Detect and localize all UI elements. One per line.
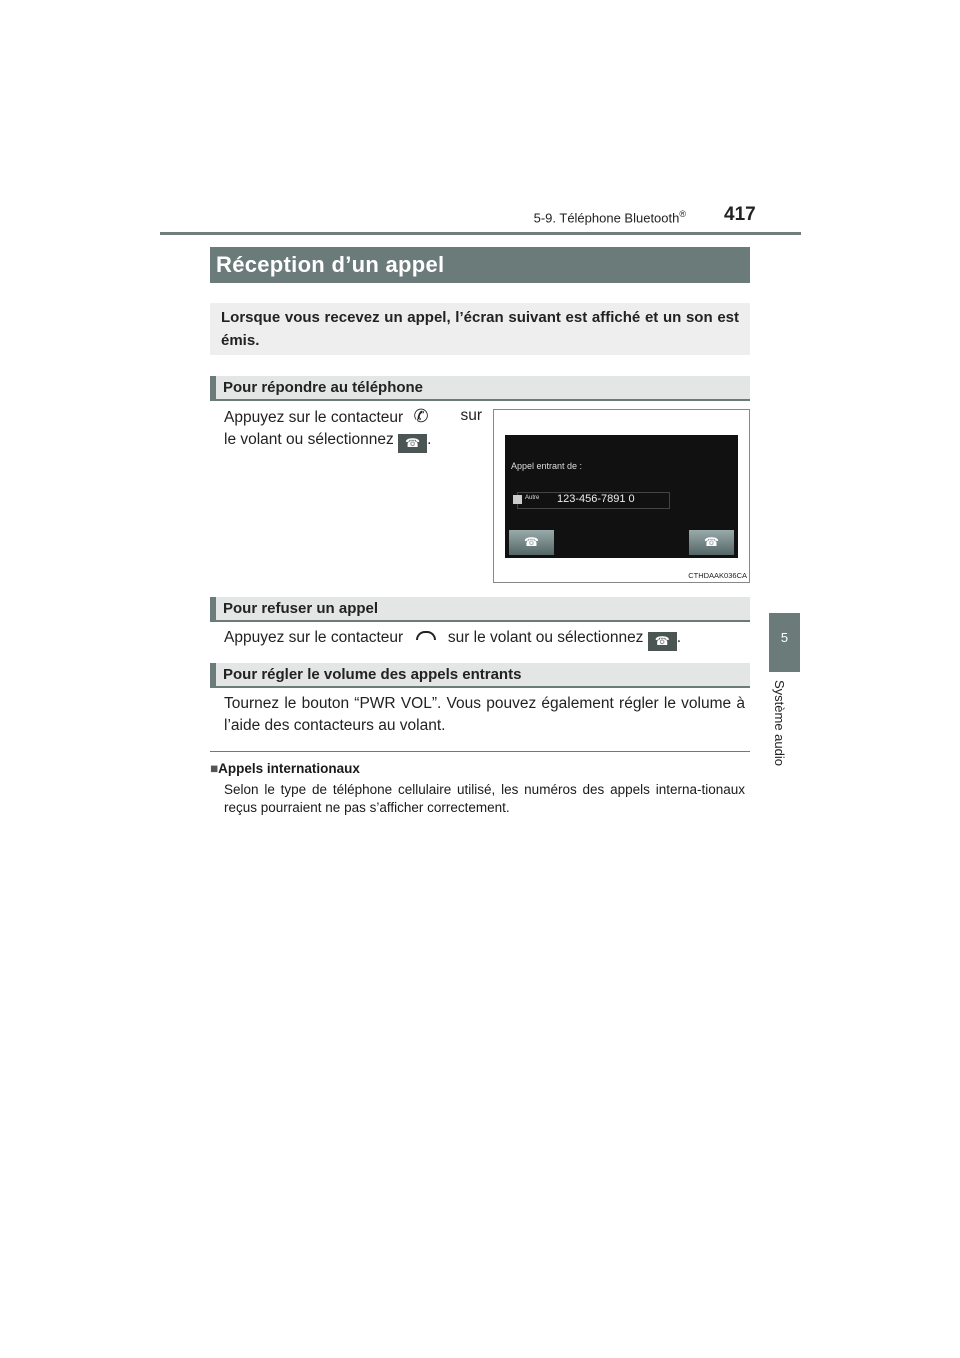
unknown-contact-icon [513, 495, 522, 504]
text: sur [460, 407, 482, 424]
page-number: 417 [724, 204, 756, 225]
note-divider [210, 751, 750, 752]
page-title: Réception d’un appel [210, 247, 750, 283]
intro-box: Lorsque vous recevez un appel, l’écran suivant est affiché et un son est émis. [210, 303, 750, 355]
square-bullet-icon: ■ [210, 761, 219, 776]
text: le volant ou sélectionnez [224, 431, 394, 448]
text: Appuyez sur le contacteur [224, 409, 404, 426]
contact-type: Autre [525, 495, 540, 501]
steering-hangup-icon [416, 631, 436, 640]
section-header [534, 209, 686, 225]
steering-phone-icon: ✆ [413, 406, 429, 426]
note-text: Selon le type de téléphone cellulaire utilisé, les numéros des appels interna-tionaux reçus pourraient ne pas s’afficher correctement. [224, 782, 745, 815]
figure-code: CTHDAAK036CA [688, 571, 747, 580]
decline-button-icon: ☎ [648, 632, 677, 651]
subheading-volume: Pour régler le volume des appels entrants [210, 663, 750, 688]
caller-number: 123-456-7891 0 [557, 493, 635, 505]
text: . [676, 629, 682, 646]
answer-text [224, 405, 482, 453]
text: . [427, 431, 432, 448]
chapter-label: Système audio [772, 680, 787, 766]
note-heading-text: Appels internationaux [218, 761, 360, 776]
subheading-answer: Pour répondre au téléphone [210, 376, 750, 401]
section-title: 5-9. Téléphone Bluetooth [533, 210, 680, 226]
answer-button[interactable]: ☎ [509, 530, 554, 555]
chapter-tab: 5 [769, 613, 800, 672]
decline-button[interactable]: ☎ [689, 530, 734, 555]
incoming-call-screen [505, 435, 738, 558]
volume-text: Tournez le bouton “PWR VOL”. Vous pouvez également régler le volume à l’aide des contacteurs au volant. [224, 695, 745, 734]
note-heading [210, 761, 360, 776]
registered-mark: ® [679, 209, 686, 219]
text: Appuyez sur le contacteur [224, 629, 404, 646]
answer-button-icon: ☎ [398, 434, 427, 453]
header-rule [160, 232, 801, 235]
subheading-refuse: Pour refuser un appel [210, 597, 750, 622]
text: sur le volant ou sélectionnez [447, 629, 644, 646]
screen-label: Appel entrant de : [511, 461, 583, 471]
refuse-text [224, 627, 754, 651]
